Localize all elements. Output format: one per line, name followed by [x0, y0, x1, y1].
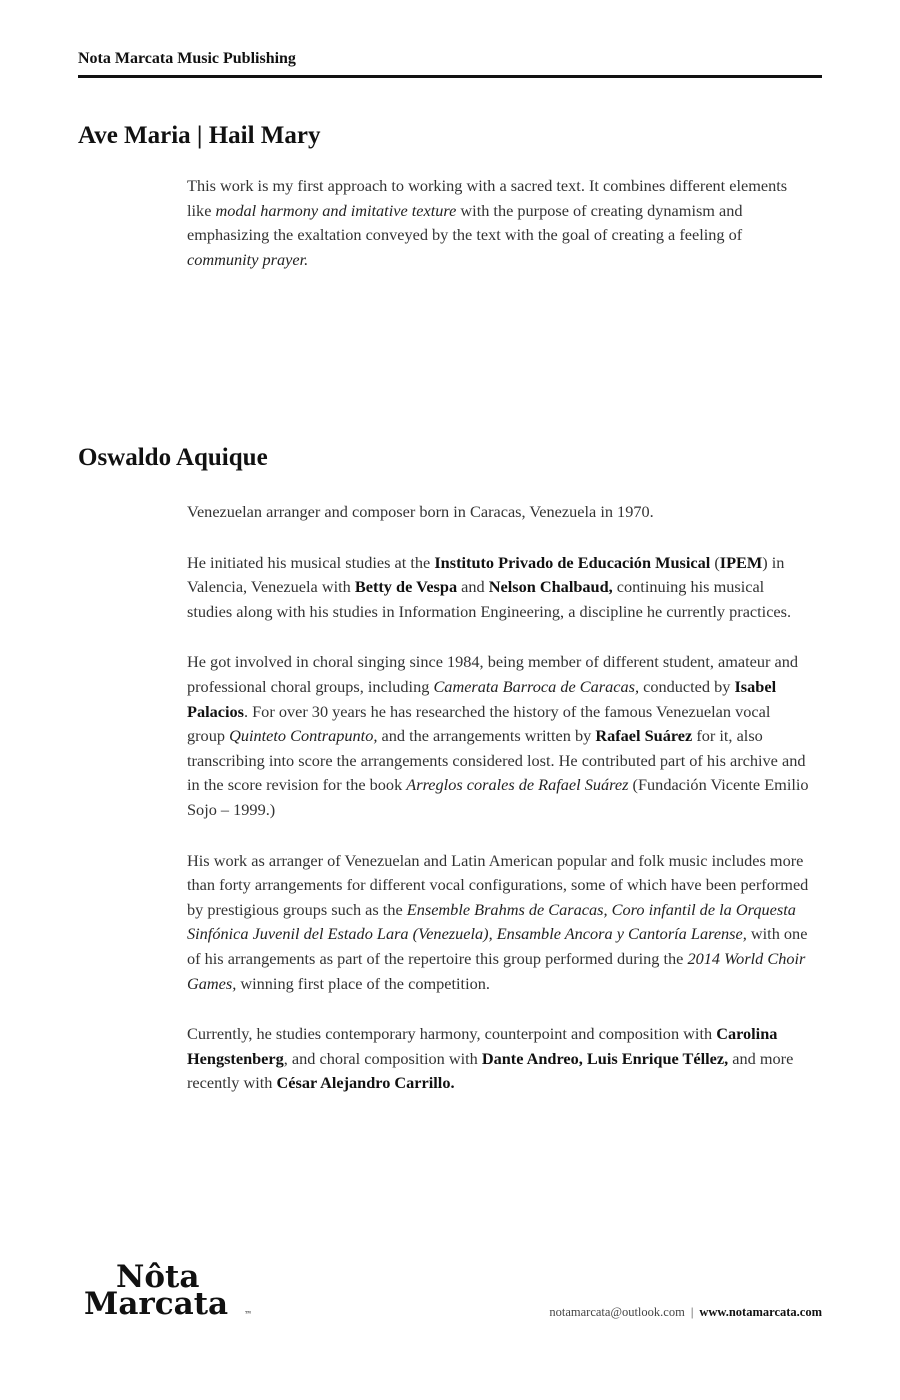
work-description	[187, 174, 812, 298]
bio-paragraph-5: Currently, he studies contemporary harmony, counterpoint and composition with Carolina Hengstenberg, and choral composition with Dante Andreo, Luis Enrique Téllez, and more recently with César Alejandro Carrillo.	[187, 1024, 794, 1093]
work-description-paragraph: This work is my first approach to working with a sacred text. It combines different elements like modal harmony and imitative texture with the purpose of creating dynamism and emphasizing the exaltation conveyed by the text with the goal of creating a feeling of community prayer.	[187, 176, 788, 269]
composer-name: Oswaldo Aquique	[78, 444, 268, 471]
bio-paragraph-1: Venezuelan arranger and composer born in Caracas, Venezuela in 1970.	[187, 502, 654, 521]
header-divider	[78, 75, 822, 78]
bio-paragraph-4: His work as arranger of Venezuelan and Latin American popular and folk music includes more than forty arrangements for different vocal configurations, some of which have been performed by prestigious groups such as the Ensemble Brahms de Caracas, Coro infantil de la Orquesta Sinfónica Juvenil del Estado Lara (Venezuela), Ensamble Ancora y Cantoría Larense, with one of his arrangements as part of the repertoire this group performed during the 2014 World Choir Games, winning first place of the competition.	[187, 850, 809, 993]
work-title: Ave Maria | Hail Mary	[78, 122, 321, 149]
logo-trademark: ™	[244, 1310, 252, 1319]
publisher-header: Nota Marcata Music Publishing	[78, 50, 296, 67]
emphasis: community prayer.	[187, 249, 309, 269]
logo-line-2: Marcata	[84, 1286, 229, 1322]
footer-contact	[549, 1305, 822, 1320]
contact-email[interactable]: notamarcata@outlook.com	[549, 1305, 685, 1319]
composer-biography	[187, 500, 812, 1122]
emphasis: modal harmony and imitative texture	[215, 200, 457, 220]
bio-paragraph-3: He got involved in choral singing since 1984, being member of different student, amateur and professional choral groups, including Camerata Barroca de Caracas, conducted by Isabel Palacios. For over 30 years he has researched the history of the famous Venezuelan vocal group Quinteto Contrapunto, and the arrangements written by Rafael Suárez for it, also transcribing into score the arrangements considered lost. He contributed part of his archive and in the score revision for the book Arreglos corales de Rafael Suárez (Fundación Vicente Emilio Sojo – 1999.)	[187, 652, 809, 819]
bio-paragraph-2: He initiated his musical studies at the Instituto Privado de Educación Musical (IPEM) in Valencia, Venezuela with Betty de Vespa and Nelson Chalbaud, continuing his musical studies along with his studies in Information Engineering, a discipline he currently practices.	[187, 552, 792, 621]
website-link[interactable]: www.notamarcata.com	[699, 1305, 822, 1319]
logo-line-1: Nôta	[116, 1259, 200, 1295]
footer-separator: |	[690, 1305, 694, 1319]
